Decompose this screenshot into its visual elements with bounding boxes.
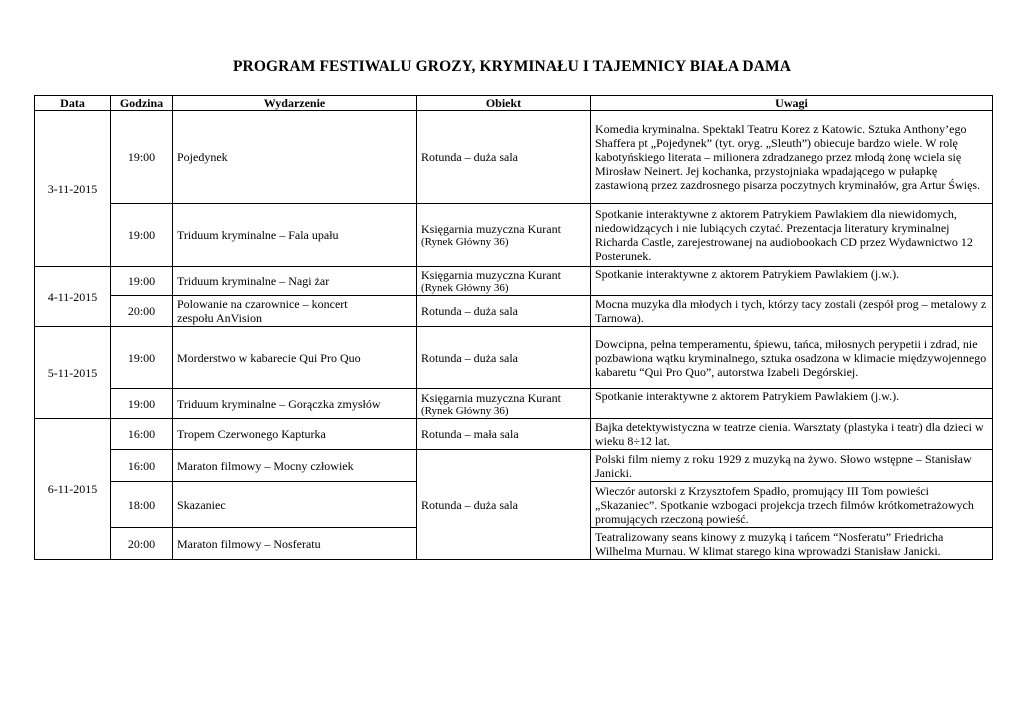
notes-cell: Spotkanie interaktywne z aktorem Patrykiem Pawlakiem dla niewidomych, niedowidzących i nie lubiących czytać. Prezentacja literatury kryminalnej Richarda Castle, zarejestrowanej na audiobookach CD przez Wydawnictwo 12 Posterunek. (591, 204, 993, 267)
venue-cell (417, 204, 591, 267)
time-cell: 16:00 (111, 450, 173, 482)
header-event: Wydarzenie (173, 96, 417, 111)
header-venue: Obiekt (417, 96, 591, 111)
table-row (35, 267, 993, 296)
event-cell: Polowanie na czarownice – koncert zespołu AnVision (173, 296, 417, 327)
event-cell: Triduum kryminalne – Gorączka zmysłów (173, 389, 417, 419)
header-time: Godzina (111, 96, 173, 111)
table-row (35, 419, 993, 450)
notes-cell: Polski film niemy z roku 1929 z muzyką na żywo. Słowo wstępne – Stanisław Janicki. (591, 450, 993, 482)
notes-cell: Dowcipna, pełna temperamentu, śpiewu, tańca, miłosnych perypetii i zdrad, nie pozbawiona wątku kryminalnego, sztuka osadzona w klimacie międzywojennego kabaretu “Qui Pro Quo”, autorstwa Izabeli Degórskiej. (591, 327, 993, 389)
table-row (35, 450, 993, 482)
venue-name: Księgarnia muzyczna Kurant (421, 390, 561, 405)
date-cell: 5-11-2015 (35, 327, 111, 419)
venue-cell (417, 267, 591, 296)
table-row (35, 111, 993, 204)
venue-name: Księgarnia muzyczna Kurant (421, 222, 561, 236)
event-cell: Tropem Czerwonego Kapturka (173, 419, 417, 450)
date-cell: 6-11-2015 (35, 419, 111, 560)
notes-cell: Bajka detektywistyczna w teatrze cienia. Warsztaty (plastyka i teatr) dla dzieci w wieku 8÷12 lat. (591, 419, 993, 450)
notes-cell: Spotkanie interaktywne z aktorem Patrykiem Pawlakiem (j.w.). (591, 389, 993, 419)
venue-cell (417, 450, 591, 560)
venue-name: Rotunda – mała sala (421, 427, 519, 441)
event-cell: Maraton filmowy – Nosferatu (173, 528, 417, 560)
notes-cell: Wieczór autorski z Krzysztofem Spadło, promujący III Tom powieści „Skazaniec”. Spotkanie wzbogaci projekcja trzech filmów krótkometrażowych promujących rzeczoną powieść. (591, 482, 993, 528)
time-cell: 19:00 (111, 327, 173, 389)
notes-cell: Mocna muzyka dla młodych i tych, którzy tacy zostali (zespół prog – metalowy z Tarnowa). (591, 296, 993, 327)
venue-cell (417, 327, 591, 389)
venue-cell (417, 111, 591, 204)
time-cell: 16:00 (111, 419, 173, 450)
table-row (35, 327, 993, 389)
venue-cell (417, 419, 591, 450)
time-cell: 20:00 (111, 296, 173, 327)
time-cell: 19:00 (111, 204, 173, 267)
time-cell: 19:00 (111, 111, 173, 204)
venue-name: Księgarnia muzyczna Kurant (421, 268, 561, 282)
event-cell: Skazaniec (173, 482, 417, 528)
program-table (34, 95, 993, 560)
venue-name: Rotunda – duża sala (421, 304, 518, 318)
table-row (35, 204, 993, 267)
venue-cell (417, 389, 591, 419)
event-cell: Pojedynek (173, 111, 417, 204)
time-cell: 20:00 (111, 528, 173, 560)
event-cell: Triduum kryminalne – Nagi żar (173, 267, 417, 296)
venue-cell (417, 296, 591, 327)
table-row (35, 296, 993, 327)
venue-name: Rotunda – duża sala (421, 497, 518, 512)
venue-name: Rotunda – duża sala (421, 150, 518, 164)
venue-name: Rotunda – duża sala (421, 350, 518, 365)
event-cell: Morderstwo w kabarecie Qui Pro Quo (173, 327, 417, 389)
time-cell: 19:00 (111, 267, 173, 296)
time-cell: 18:00 (111, 482, 173, 528)
date-cell: 3-11-2015 (35, 111, 111, 267)
header-row (35, 96, 993, 111)
notes-cell: Spotkanie interaktywne z aktorem Patrykiem Pawlakiem (j.w.). (591, 267, 993, 296)
table-row (35, 389, 993, 419)
event-cell: Maraton filmowy – Mocny człowiek (173, 450, 417, 482)
notes-cell: Komedia kryminalna. Spektakl Teatru Korez z Katowic. Sztuka Anthony’ego Shaffera pt „Pojedynek” (tyt. oryg. „Sleuth”) obiecuje bardzo wiele. W rolę kabotyńskiego literata – milionera zdradzanego przez młodą żonę wciela się Mirosław Neinert. Jej kochanka, przystojniaka wpadającego w pułapkę zastawioną przez zazdrosnego pisarza poczytnych kryminałów, gra Artur Święs. (591, 111, 993, 204)
time-cell: 19:00 (111, 389, 173, 419)
page-title: PROGRAM FESTIWALU GROZY, KRYMINAŁU I TAJEMNICY BIAŁA DAMA (232, 58, 792, 75)
notes-cell: Teatralizowany seans kinowy z muzyką i tańcem “Nosferatu” Friedricha Wilhelma Murnau. W klimat starego kina wprowadzi Stanisław Janicki. (591, 528, 993, 560)
venue-address: (Rynek Główny 36) (421, 282, 509, 294)
venue-address: (Rynek Główny 36) (421, 236, 509, 248)
venue-address: (Rynek Główny 36) (421, 404, 509, 417)
event-cell: Triduum kryminalne – Fala upału (173, 204, 417, 267)
date-cell: 4-11-2015 (35, 267, 111, 327)
header-date: Data (35, 96, 111, 111)
header-notes: Uwagi (591, 96, 993, 111)
